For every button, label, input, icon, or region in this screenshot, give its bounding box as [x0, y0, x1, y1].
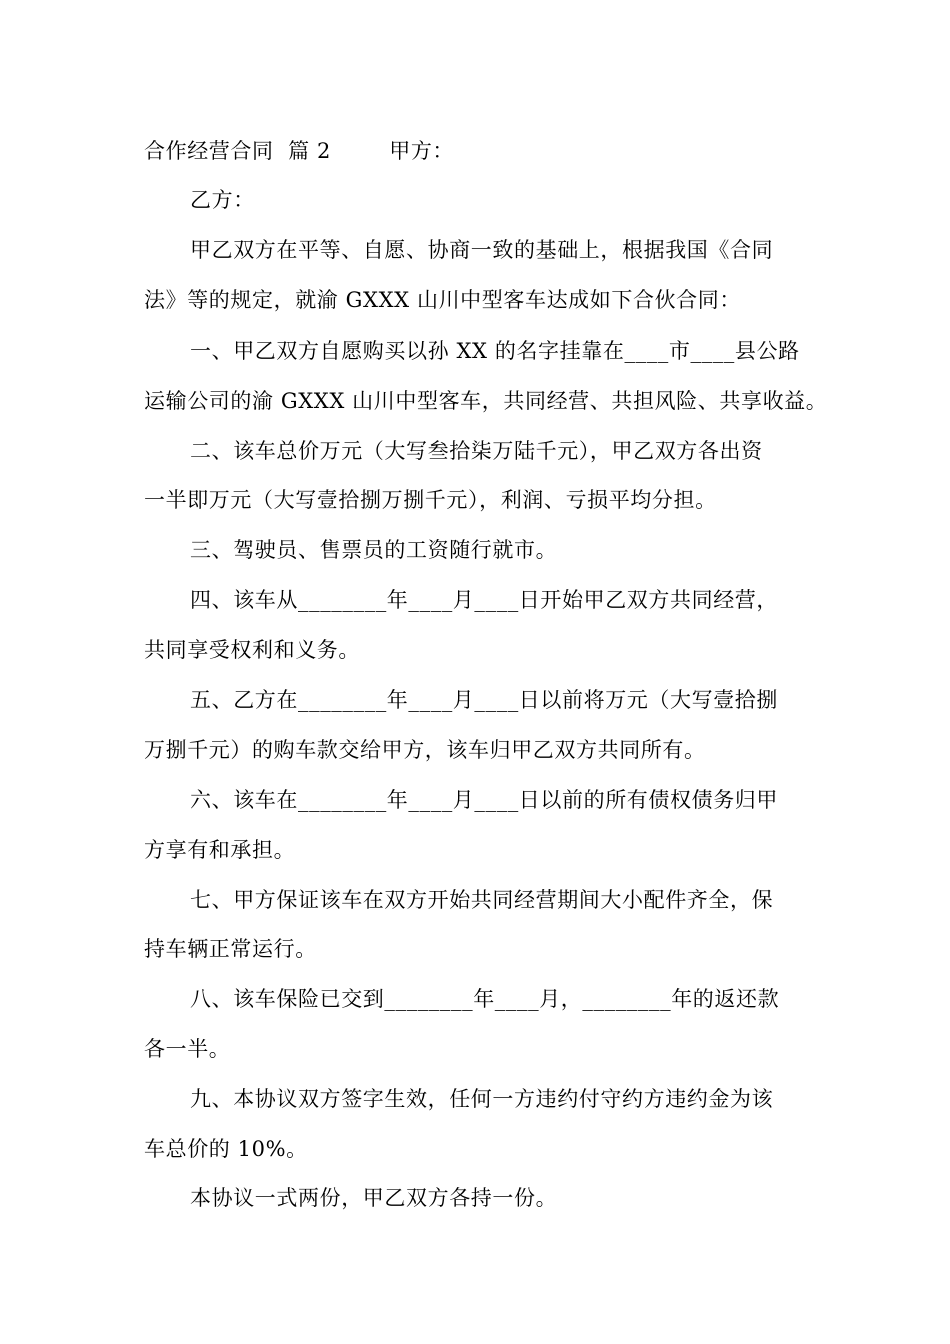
paragraph-line: 四、该车从________年____月____日开始甲乙双方共同经营， [190, 588, 778, 612]
paragraph-line: 一半即万元（大写壹拾捌万捌千元），利润、亏损平均分担。 [144, 488, 717, 512]
paragraph-line: 六、该车在________年____月____日以前的所有债权债务归甲 [190, 788, 778, 812]
paragraph-line: 方享有和承担。 [144, 838, 296, 862]
heading-line [144, 137, 454, 165]
document-title: 合作经营合同 [144, 139, 274, 163]
paragraph-line: 法》等的规定，就渝 GXXX 山川中型客车达成如下合伙合同： [144, 288, 741, 312]
paragraph-line: 各一半。 [144, 1037, 231, 1061]
party-b-label: 乙方： [190, 188, 255, 212]
paragraph-line: 持车辆正常运行。 [144, 937, 317, 961]
paragraph-line: 运输公司的渝 GXXX 山川中型客车，共同经营、共担风险、共享收益。 [144, 389, 828, 413]
paragraph-line: 本协议一式两份，甲乙双方各持一份。 [190, 1186, 558, 1210]
document-part: 篇 2 [288, 139, 332, 163]
paragraph-line: 九、本协议双方签字生效，任何一方违约付守约方违约金为该 [190, 1087, 774, 1111]
paragraph-line: 八、该车保险已交到________年____月，________年的返还款 [190, 987, 780, 1011]
paragraph-line: 共同享受权利和义务。 [144, 638, 360, 662]
paragraph-line: 一、甲乙双方自愿购买以孙 XX 的名字挂靠在____市____县公路 [190, 339, 800, 363]
paragraph-line: 三、驾驶员、售票员的工资随行就市。 [190, 538, 558, 562]
party-a-label: 甲方： [389, 139, 455, 163]
paragraph-line: 二、该车总价万元（大写叁拾柒万陆千元），甲乙双方各出资 [190, 439, 763, 463]
paragraph-line: 车总价的 10%。 [144, 1137, 308, 1161]
paragraph-line: 七、甲方保证该车在双方开始共同经营期间大小配件齐全，保 [190, 888, 774, 912]
paragraph-line: 甲乙双方在平等、自愿、协商一致的基础上，根据我国《合同 [190, 238, 774, 262]
paragraph-line: 五、乙方在________年____月____日以前将万元（大写壹拾捌 [190, 688, 778, 712]
paragraph-line: 万捌千元）的购车款交给甲方，该车归甲乙双方共同所有。 [144, 738, 706, 762]
